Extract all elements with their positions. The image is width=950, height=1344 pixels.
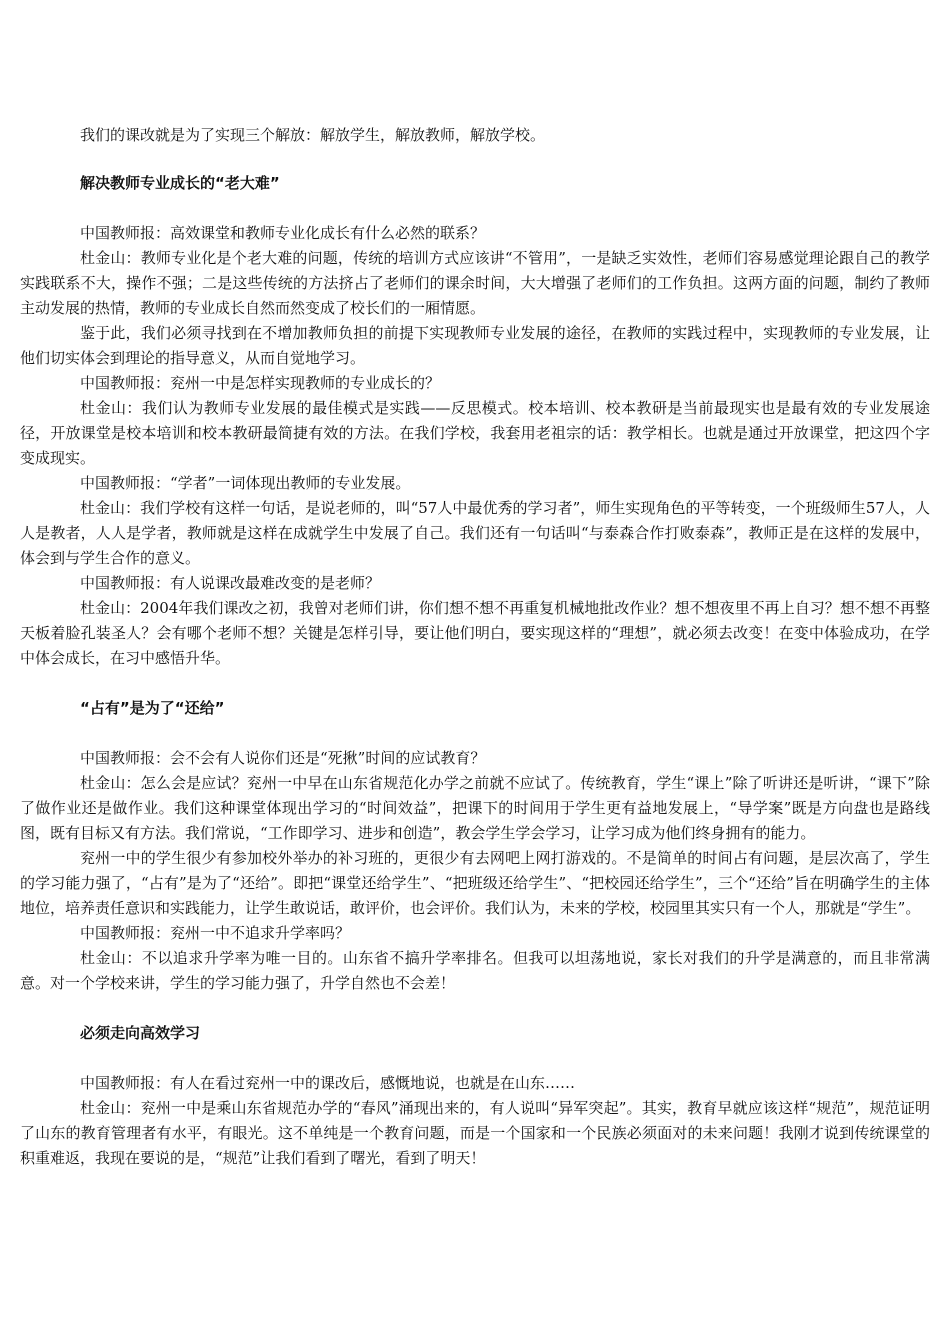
paragraph: 杜金山：2004年我们课改之初，我曾对老师们讲，你们想不想不再重复机械地批改作业？想不想夜里不再上自习？想不想不再整天板着脸孔装圣人？会有哪个老师不想？关键是怎样引导，要让他们明白，要实现这样的“理想”，就必须去改变！在变中体验成功，在学中体会成长，在习中感悟升华。	[20, 599, 930, 667]
paragraph: 中国教师报：有人在看过兖州一中的课改后，感慨地说，也就是在山东……	[80, 1074, 576, 1092]
intro-paragraph: 我们的课改就是为了实现三个解放：解放学生，解放教师，解放学校。	[80, 126, 546, 144]
section-heading-2: “占有”是为了“还给”	[80, 699, 225, 717]
paragraph: 杜金山：怎么会是应试？兖州一中早在山东省规范化办学之前就不应试了。传统教育，学生“课上”除了听讲还是听讲，“课下”除了做作业还是做作业。我们这种课堂体现出学习的“时间效益”，把课下的时间用于学生更有益地发展上，“导学案”既是方向盘也是路线图，既有目标又有方法。我们常说，“工作即学习、进步和创造”，教会学生学会学习，让学习成为他们终身拥有的能力。	[20, 774, 930, 842]
paragraph: 中国教师报：兖州一中是怎样实现教师的专业成长的？	[80, 374, 441, 392]
paragraph: 杜金山：不以追求升学率为唯一目的。山东省不搞升学率排名。但我可以坦荡地说，家长对我们的升学是满意的，而且非常满意。对一个学校来讲，学生的学习能力强了，升学自然也不会差！	[20, 949, 930, 992]
paragraph: 中国教师报：会不会有人说你们还是“死揪”时间的应试教育？	[80, 749, 486, 767]
section-body-3	[20, 1071, 930, 1171]
paragraph: 中国教师报：有人说课改最难改变的是老师？	[80, 574, 381, 592]
section-heading-1: 解决教师专业成长的“老大难”	[80, 174, 280, 192]
paragraph: 鉴于此，我们必须寻找到在不增加教师负担的前提下实现教师专业发展的途径，在教师的实践过程中，实现教师的专业发展，让他们切实体会到理论的指导意义，从而自觉地学习。	[20, 324, 930, 367]
paragraph: 兖州一中的学生很少有参加校外举办的补习班的，更很少有去网吧上网打游戏的。不是简单的时间占有问题，是层次高了，学生的学习能力强了，“占有”是为了“还给”。即把“课堂还给学生”、“把班级还给学生”、“把校园还给学生”，三个“还给”旨在明确学生的主体地位，培养责任意识和实践能力，让学生敢说话，敢评价，也会评价。我们认为，未来的学校，校园里其实只有一个人，那就是“学生”。	[20, 849, 930, 917]
paragraph: 中国教师报：“学者”一词体现出教师的专业发展。	[80, 474, 411, 492]
paragraph: 杜金山：我们学校有这样一句话，是说老师的，叫“57人中最优秀的学习者”，师生实现角色的平等转变，一个班级师生57人，人人是教者，人人是学者，教师就是这样在成就学生中发展了自己。我们还有一句话叫“与泰森合作打败泰森”，教师正是在这样的发展中，体会到与学生合作的意义。	[20, 499, 930, 567]
paragraph: 杜金山：我们认为教师专业发展的最佳模式是实践——反思模式。校本培训、校本教研是当前最现实也是最有效的专业发展途径，开放课堂是校本培训和校本教研最简捷有效的方法。在我们学校，我套用老祖宗的话：教学相长。也就是通过开放课堂，把这四个字变成现实。	[20, 399, 930, 467]
section-body-1	[20, 221, 930, 671]
paragraph: 中国教师报：高效课堂和教师专业化成长有什么必然的联系？	[80, 224, 486, 242]
section-heading-3: 必须走向高效学习	[80, 1024, 201, 1042]
section-body-2	[20, 746, 930, 996]
paragraph: 杜金山：教师专业化是个老大难的问题，传统的培训方式应该讲“不管用”，一是缺乏实效性，老师们容易感觉理论跟自己的教学实践联系不大，操作不强；二是这些传统的方法挤占了老师们的课余时间，大大增强了老师们的工作负担。这两方面的问题，制约了教师主动发展的热情，教师的专业成长自然而然变成了校长们的一厢情愿。	[20, 249, 930, 317]
paragraph: 中国教师报：兖州一中不追求升学率吗？	[80, 924, 351, 942]
paragraph: 杜金山：兖州一中是乘山东省规范办学的“春风”涌现出来的，有人说叫“异军突起”。其实，教育早就应该这样“规范”，规范证明了山东的教育管理者有水平，有眼光。这不单纯是一个教育问题，而是一个国家和一个民族必须面对的未来问题！我刚才说到传统课堂的积重难返，我现在要说的是，“规范”让我们看到了曙光，看到了明天！	[20, 1099, 930, 1167]
